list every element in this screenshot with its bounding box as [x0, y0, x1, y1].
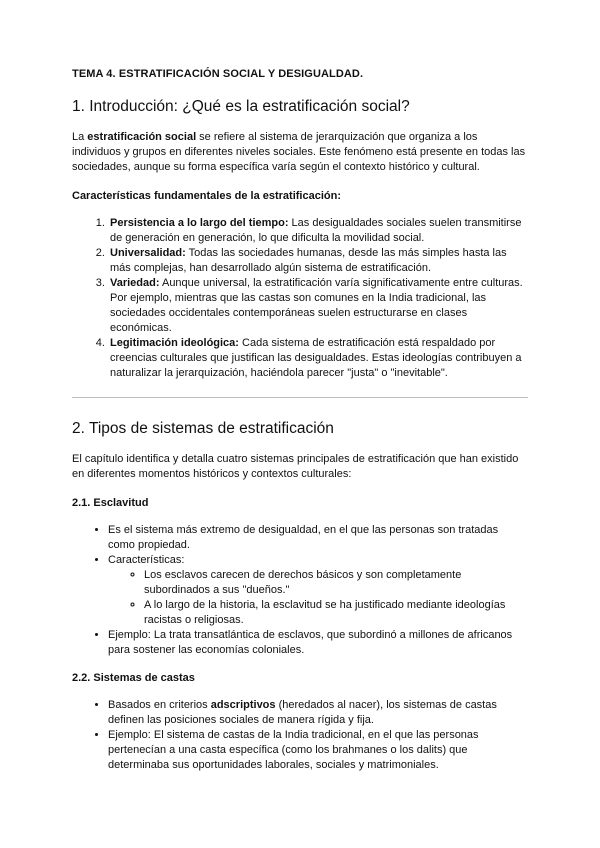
intro-post: se refiere al sistema de jerarquización que organiza a los individuos y grupos en diferentes niveles sociales. Este fenómeno está presente en todas las sociedades, aunque su forma específica varía según el contexto histórico y cultural. [72, 131, 526, 173]
document-title: TEMA 4. ESTRATIFICACIÓN SOCIAL Y DESIGUALDAD. [72, 68, 364, 80]
item-post: (heredados al nacer), los sistemas de castas definen las posiciones sociales de manera rígida y fija. [108, 699, 497, 726]
intro-bold-term: estratificación social [87, 131, 197, 143]
subsection-2-1-heading: 2.1. Esclavitud [72, 497, 149, 509]
nested-list [108, 568, 528, 628]
item-bold: Variedad: [110, 277, 160, 289]
list-item [108, 553, 528, 628]
item-text: Cada sistema de estratificación está respaldado por creencias culturales que justifican las desigualdades. Estas ideologías contribuyen a naturalizar la jerarquización, haciéndola parecer "justa" o "inevitable". [110, 337, 522, 379]
item-bold: Legitimación ideológica: [110, 337, 239, 349]
list-item: • Ejemplo: El sistema de castas de la India tradicional, en el que las personas pertenecían a una casta específica (como los brahmanes o los dalits) que determinaba sus oportunidades laborales, sociales y matrimoniales. [108, 728, 528, 773]
item-text: Todas las sociedades humanas, desde las más simples hasta las más complejas, han desarrollado algún sistema de estratificación. [110, 247, 507, 274]
section-divider [72, 397, 528, 398]
list-item [108, 276, 528, 336]
list-item [108, 336, 528, 381]
section-1-heading: 1. Introducción: ¿Qué es la estratificación social? [72, 98, 410, 115]
castes-list [72, 698, 528, 773]
intro-pre: La [72, 131, 88, 143]
subsection-2-2-heading: 2.2. Sistemas de castas [72, 672, 195, 684]
section-1-intro [72, 130, 528, 175]
item-bold: Universalidad: [110, 247, 186, 259]
item-pre: Basados en criterios [108, 699, 211, 711]
item-text: Características: [108, 554, 185, 566]
list-item [108, 246, 528, 276]
list-item: ◦ Los esclavos carecen de derechos básicos y son completamente subordinados a sus "dueños." [144, 568, 528, 598]
list-item [108, 216, 528, 246]
list-item: ◦ A lo largo de la historia, la esclavitud se ha justificado mediante ideologías racistas o religiosas. [144, 598, 528, 628]
list-item [108, 698, 528, 728]
item-text: Aunque universal, la estratificación varía significativamente entre culturas. Por ejemplo, mientras que las castas son comunes en la India tradicional, las sociedades occidentales contemporáneas suelen estructurarse en clases económicas. [110, 277, 523, 334]
document-page [72, 68, 528, 787]
list-item: • Ejemplo: La trata transatlántica de esclavos, que subordinó a millones de africanos para sostener las economías coloniales. [108, 628, 528, 658]
item-bold: adscriptivos [210, 699, 276, 711]
characteristics-subheading: Características fundamentales de la estratificación: [72, 190, 341, 202]
slavery-list [72, 523, 528, 658]
list-item: • Es el sistema más extremo de desigualdad, en el que las personas son tratadas como propiedad. [108, 523, 528, 553]
item-bold: Persistencia a lo largo del tiempo: [110, 217, 289, 229]
characteristics-list [72, 216, 528, 381]
section-2-heading: 2. Tipos de sistemas de estratificación [72, 420, 334, 437]
section-2-intro: El capítulo identifica y detalla cuatro sistemas principales de estratificación que han existido en diferentes momentos históricos y contextos culturales: [72, 453, 519, 480]
item-text: Las desigualdades sociales suelen transmitirse de generación en generación, lo que dificulta la movilidad social. [110, 217, 522, 244]
